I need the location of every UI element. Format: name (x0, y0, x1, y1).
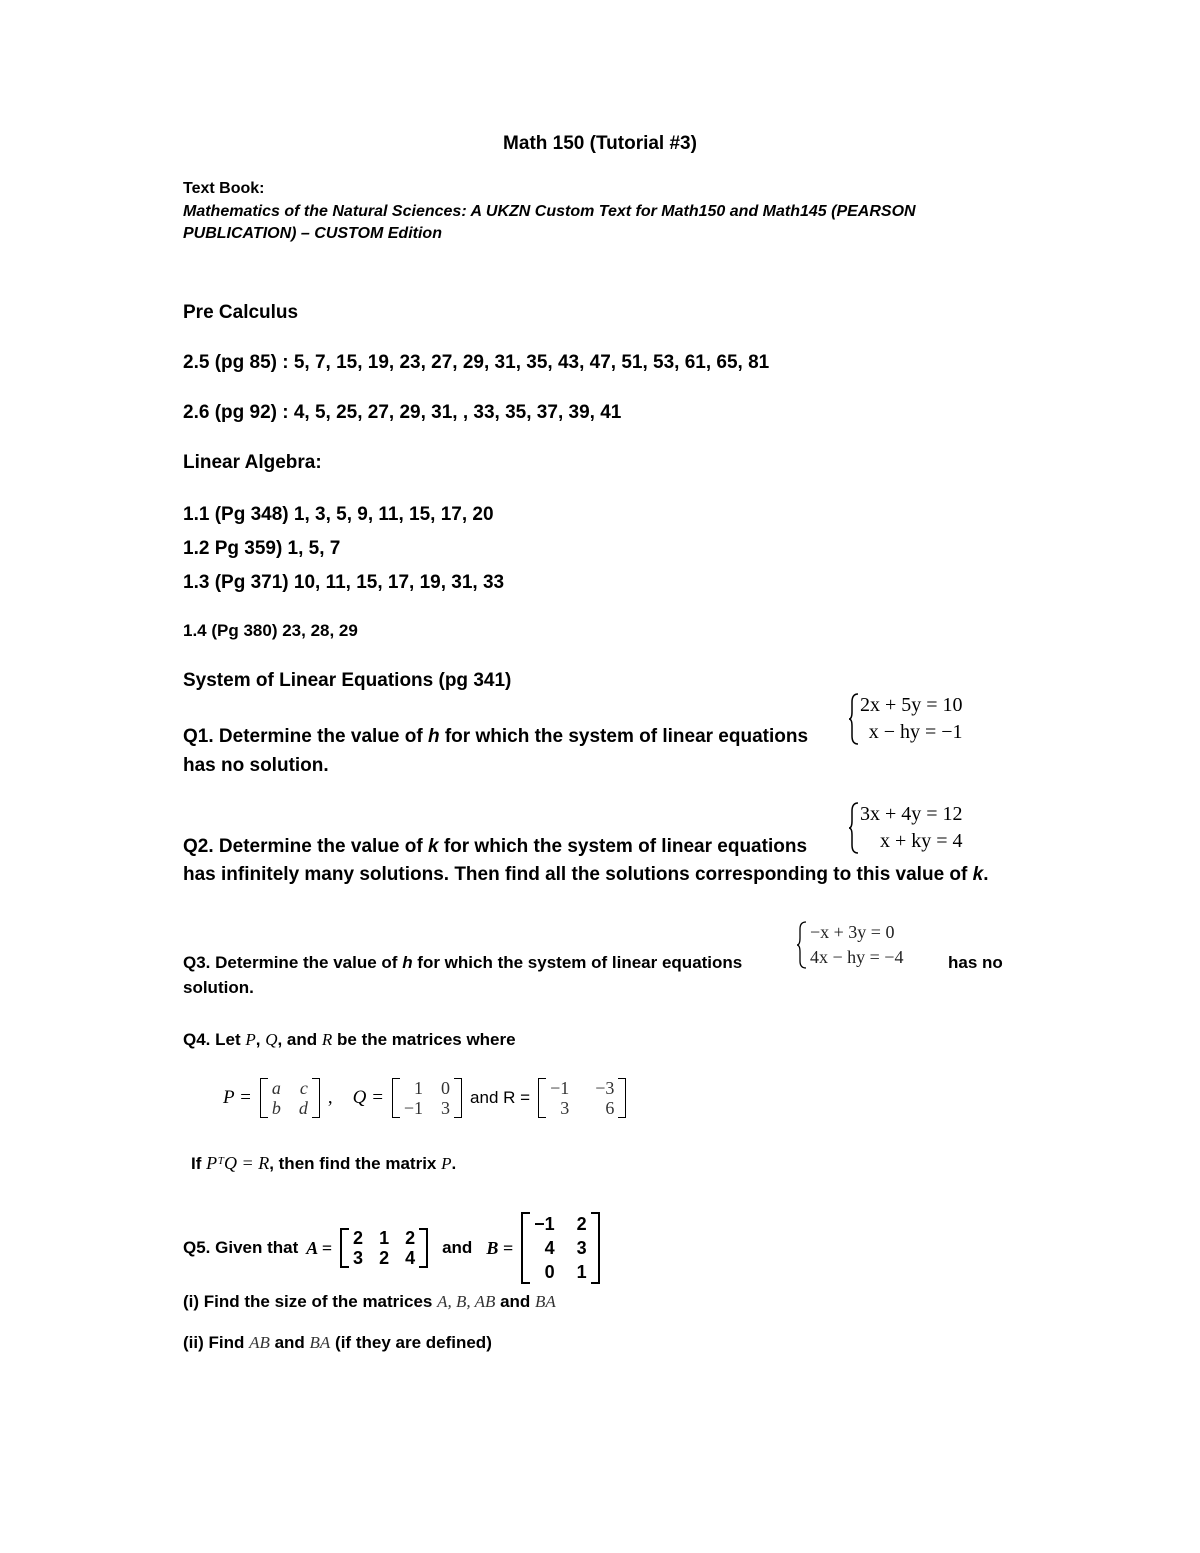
matrix-b (521, 1212, 600, 1284)
textbook-title-line2 (183, 225, 442, 243)
q3-label: Q3. (183, 953, 211, 972)
q1-eq2: x − hy = −1 (868, 721, 963, 743)
textbook-label: Text Book: (183, 180, 265, 197)
sle-heading: System of Linear Equations (pg 341) (183, 670, 512, 691)
q4-p: P (245, 1030, 256, 1049)
linalg-heading: Linear Algebra: (183, 452, 322, 473)
q5-part-ii-and: and (269, 1333, 310, 1352)
matrix-r (538, 1078, 626, 1118)
q5-part-i (183, 1292, 556, 1312)
matrix-p-cell: a (271, 1078, 281, 1098)
q4-r: R (321, 1030, 333, 1049)
left-brace-icon (848, 692, 860, 746)
q5-part-i-matrices: A, B, AB (437, 1292, 496, 1311)
q1-eq1: 2x + 5y = 10 (860, 694, 963, 716)
linalg-line-1-1: 1.1 (Pg 348) 1, 3, 5, 9, 11, 15, 17, 20 (183, 504, 494, 525)
matrix-b-cell: 1 (576, 1262, 587, 1282)
q2-line2-text: has infinitely many solutions. Then find all the solutions corresponding to this value of (183, 864, 973, 885)
matrix-r-label: and R = (470, 1088, 531, 1107)
matrix-q-cell: 1 (414, 1078, 424, 1098)
q4-if-text: , then find the matrix (269, 1154, 442, 1173)
matrix-q-cell: 0 (441, 1078, 451, 1098)
linalg-line-1-3: 1.3 (Pg 371) 10, 11, 15, 17, 19, 31, 33 (183, 572, 505, 593)
matrix-q-cell: −1 (403, 1098, 424, 1118)
textbook-publication: PUBLICATION) – (183, 225, 315, 242)
q1-text-b: for which the system of linear equations (439, 726, 809, 747)
q3-after: has no (948, 953, 1003, 972)
q3-text-a: Determine the value of (210, 953, 403, 972)
matrix-p-cell: c (299, 1078, 308, 1098)
q5-label: Q5. (183, 1238, 211, 1257)
precalc-line-2-5: 2.5 (pg 85) : 5, 7, 15, 19, 23, 27, 29, 31, 35, 43, 47, 51, 53, 61, 65, 81 (183, 352, 770, 373)
q4-condition: PᵀQ = R (206, 1153, 270, 1173)
q1-system (848, 692, 963, 746)
precalc-line-2-6: 2.6 (pg 92) : 4, 5, 25, 27, 29, 31, , 33, 35, 37, 39, 41 (183, 402, 622, 423)
q2-system (848, 801, 963, 855)
q5-part-ii-ab: AB (249, 1333, 270, 1352)
matrix-a-cell: 2 (353, 1228, 364, 1248)
q2-text-b: for which the system of linear equations (438, 836, 808, 857)
q3-line2: solution. (183, 978, 254, 997)
matrix-b-cell: 3 (576, 1238, 587, 1258)
matrix-r-cell: −1 (550, 1078, 570, 1098)
matrix-p (260, 1078, 320, 1118)
matrix-a-cell: 3 (353, 1248, 364, 1268)
q4-text-b: , and (277, 1030, 322, 1049)
q4-label: Q4. (183, 1030, 211, 1049)
matrix-b-cell: 2 (576, 1214, 587, 1234)
matrix-a-cell: 4 (405, 1248, 416, 1268)
q4-matrices: P = a c b d , Q = 1 0 −1 3 and R = −1 −3 3 6 (223, 1078, 626, 1118)
q4-line1 (183, 1030, 516, 1050)
page-title: Math 150 (Tutorial #3) (503, 133, 697, 154)
textbook-title-line1: Mathematics of the Natural Sciences: A UKZN Custom Text for Math150 and Math145 (PEARSON (183, 203, 916, 220)
q2-line1 (183, 836, 807, 858)
linalg-line-1-4: 1.4 (Pg 380) 23, 28, 29 (183, 621, 358, 640)
q4-if: If (191, 1154, 207, 1173)
q3-text-b: for which the system of linear equations (412, 953, 743, 972)
left-brace-icon (848, 801, 860, 855)
matrix-a-cell: 1 (379, 1228, 390, 1248)
q5-part-i-text: (i) Find the size of the matrices (183, 1292, 438, 1311)
q2-eq2: x + ky = 4 (880, 830, 963, 852)
precalc-heading: Pre Calculus (183, 302, 299, 323)
matrix-p-label: P = (223, 1087, 252, 1108)
q2-eq1: 3x + 4y = 12 (860, 803, 963, 825)
q5-part-i-ba: BA (535, 1292, 556, 1311)
q5-intro (183, 1238, 298, 1258)
matrix-a-cell: 2 (405, 1228, 416, 1248)
q4-comma: , (255, 1030, 266, 1049)
q2-line2-period: . (983, 864, 989, 885)
matrix-q-label: Q = (352, 1087, 384, 1108)
q2-line2 (183, 864, 988, 886)
q2-var: k (427, 836, 439, 857)
matrix-r-cell: 3 (560, 1098, 570, 1118)
q4-if-p: P (441, 1154, 452, 1173)
q3-system (796, 920, 903, 970)
q5-part-ii-ba: BA (309, 1333, 331, 1352)
q4-q: Q (265, 1030, 278, 1049)
q3-line1 (183, 953, 742, 973)
left-brace-icon (796, 920, 808, 970)
q2-text-a: Determine the value of (213, 836, 428, 857)
matrix-a-cell: 2 (379, 1248, 390, 1268)
q3-eq1: −x + 3y = 0 (810, 922, 895, 942)
matrix-r-cell: −3 (595, 1078, 615, 1098)
q5-part-ii-text: (ii) Find (183, 1333, 250, 1352)
matrix-b-cell: −1 (534, 1214, 555, 1234)
q2-line2-var: k (972, 864, 984, 885)
linalg-line-1-2: 1.2 Pg 359) 1, 5, 7 (183, 538, 341, 559)
q1-line1 (183, 726, 808, 748)
q3-eq2: 4x − hy = −4 (810, 947, 904, 967)
matrix-q (392, 1078, 462, 1118)
q4-condition-line (191, 1153, 456, 1174)
matrix-b-cell: 0 (544, 1262, 555, 1282)
q5-part-ii (183, 1333, 492, 1353)
textbook-edition: CUSTOM Edition (314, 225, 442, 242)
matrix-a-label: A = (306, 1237, 333, 1258)
q4-text-a: Let (210, 1030, 246, 1049)
matrix-b-cell: 4 (544, 1238, 555, 1258)
q3-var: h (402, 953, 413, 972)
q2-label: Q2. (183, 836, 214, 857)
matrix-p-cell: d (298, 1098, 308, 1118)
q5-part-ii-note: (if they are defined) (330, 1333, 492, 1352)
q5-part-i-and: and (495, 1292, 536, 1311)
q5-and: and (442, 1238, 473, 1257)
matrix-a (340, 1228, 428, 1268)
matrix-b-label: B = (486, 1237, 514, 1258)
q1-var: h (427, 726, 440, 747)
q1-text-a: Determine the value of (213, 726, 428, 747)
matrix-p-cell: b (271, 1098, 281, 1118)
q1-label: Q1. (183, 726, 214, 747)
matrix-q-cell: 3 (441, 1098, 451, 1118)
q4-text-c: be the matrices where (332, 1030, 516, 1049)
q5-text-a: Given that (210, 1238, 299, 1257)
q1-line2: has no solution. (183, 755, 329, 776)
q5-line (183, 1212, 600, 1284)
q4-if-period: . (451, 1154, 457, 1173)
matrix-r-cell: 6 (605, 1098, 615, 1118)
